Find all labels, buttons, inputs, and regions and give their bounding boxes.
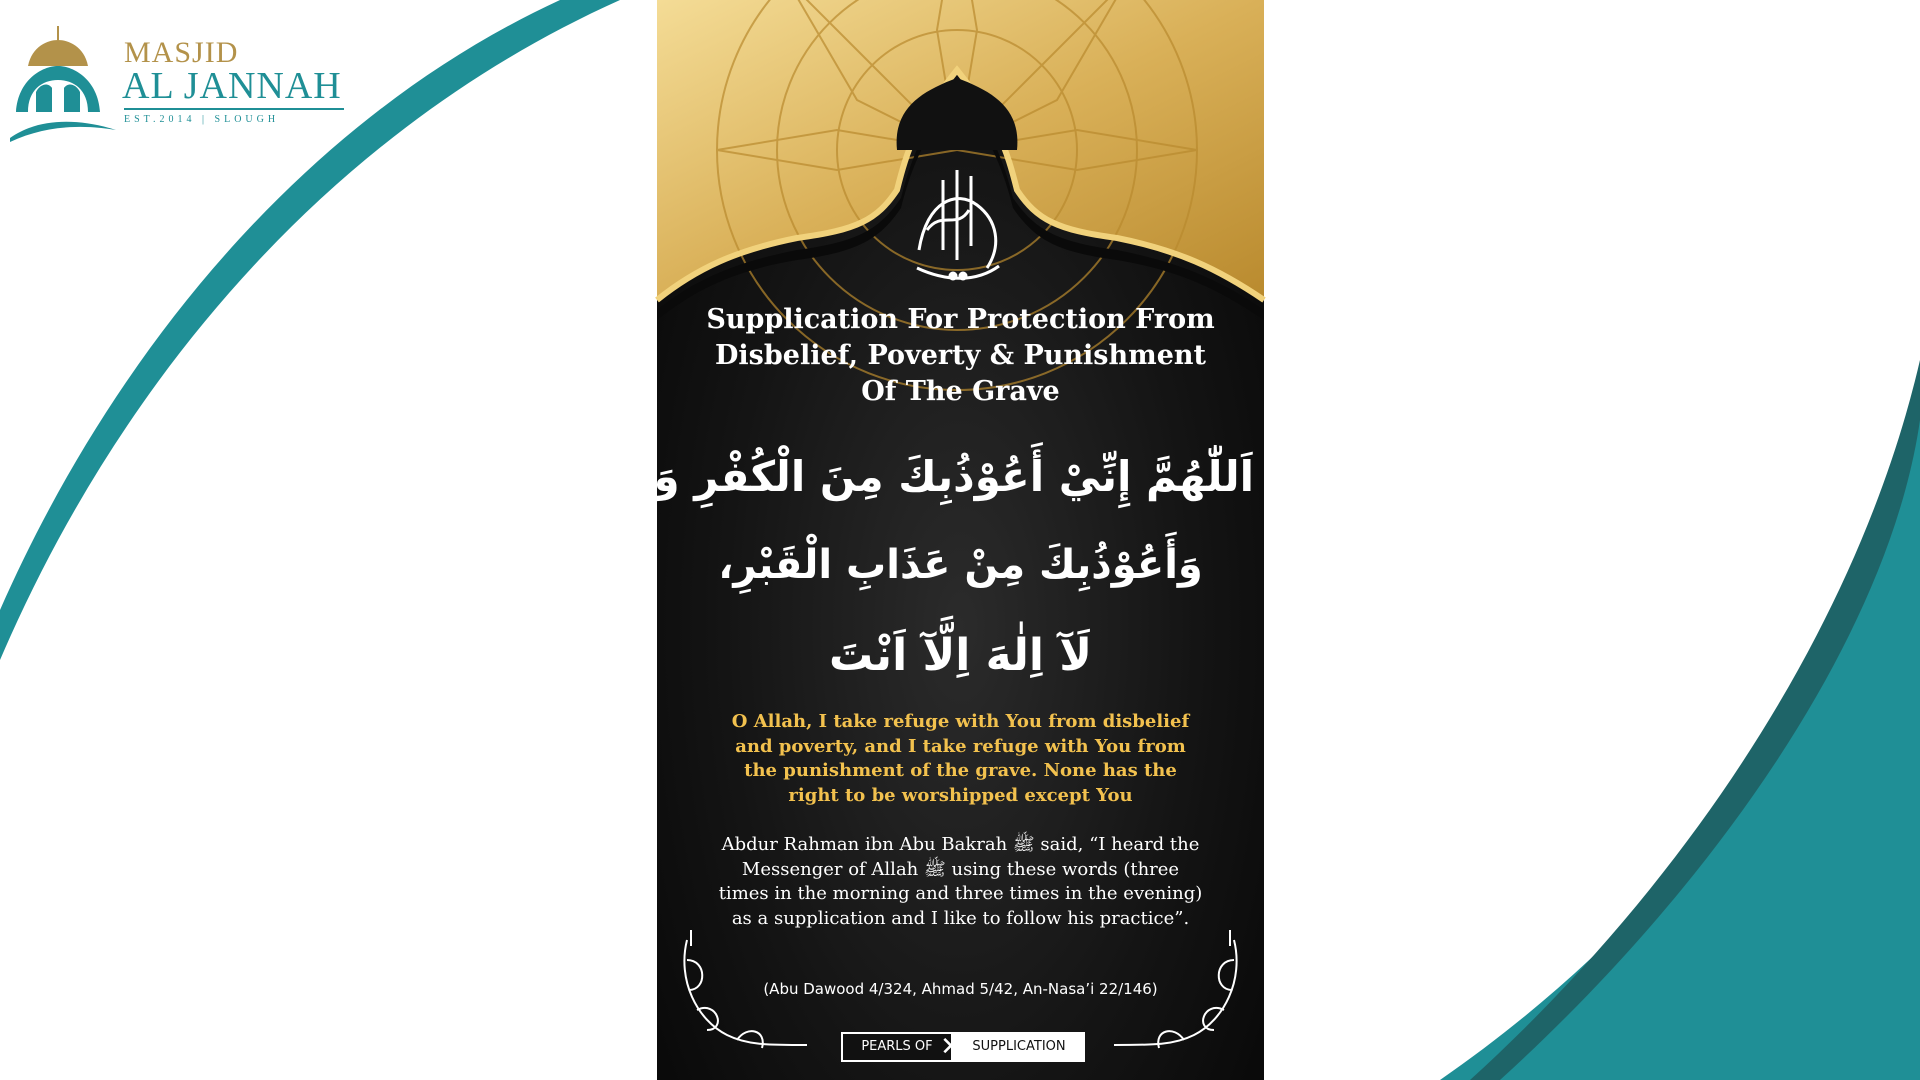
honorific-icon: ﷺ (924, 858, 946, 880)
badge-cross-icon: ✕ (940, 1032, 962, 1062)
hadith-reference: (Abu Dawood 4/324, Ahmad 5/42, An-Nasa’i 22/146) (763, 980, 1158, 998)
logo-tagline: EST.2014 | SLOUGH (124, 114, 280, 125)
hadith-narration (717, 833, 1204, 931)
logo-divider (124, 108, 344, 110)
masjid-logo[interactable] (8, 26, 348, 146)
pearls-of-supplication-badge (841, 1032, 1083, 1062)
logo-name-text: AL JANNAH (122, 65, 342, 107)
badge-right-text: SUPPLICATION (953, 1032, 1085, 1062)
english-translation: O Allah, I take refuge with You from disbelief and poverty, and I take refuge with You from the punishment of the grave. None has the right to be worshipped except You (731, 711, 1190, 806)
supplication-poster (520, 0, 1264, 1080)
narration-part-2: said, “I heard the Messenger of Allah (741, 834, 1200, 880)
badge-left-text: PEARLS OF (841, 1032, 953, 1062)
poster-title: Supplication For Protection From Disbelief, Poverty & Punishment Of The Grave (706, 304, 1215, 407)
honorific-icon: ﷺ (1012, 834, 1035, 855)
mosque-dome-icon (8, 26, 118, 146)
arabic-line-3: لَآ اِلٰهَ اِلَّآ اَنْتَ (828, 630, 1093, 681)
arabic-line-1: اَللّٰهُمَّ إِنِّيْ أَعُوْذُبِكَ مِنَ الْكُفْرِ وَالْفَقْرِ، (520, 452, 1254, 501)
narration-part-1: Abdur Rahman ibn Abu Bakrah (721, 834, 1013, 855)
right-teal-swoosh (1440, 380, 1920, 1080)
arabic-line-2: وَأَعُوْذُبِكَ مِنْ عَذَابِ الْقَبْرِ، (718, 542, 1203, 588)
narration-part-3: using these words (three times in the morning and three times in the evening) as a supplication and I like to follow his practice”. (718, 858, 1203, 929)
logo-masjid-text: MASJID (124, 36, 239, 69)
